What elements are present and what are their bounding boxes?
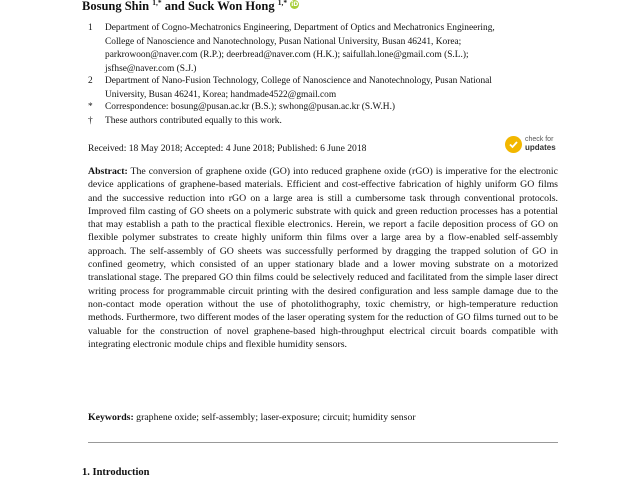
affiliation-mark: 2 [88, 76, 93, 86]
author-name: Suck Won Hong [187, 0, 275, 14]
keywords-label: Keywords: [88, 412, 134, 423]
affiliation-mark: † [88, 116, 93, 126]
abstract-text: The conversion of graphene oxide (GO) into reduced graphene oxide (rGO) is imperative for the electronic device applications of graphene-based materials. Efficient and cost-effective fabrication of highly uniform GO films and the successive reduction into rGO on a large area is still a cumbersome task through conventional protocols. Improved film casting of GO sheets on a polymeric substrate with quick and green reduction processes has a potential that may establish a path to the practical flexible electronics. Herein, we report a facile deposition process of GO on flexible polymer substrates to create highly uniform thin films over a large area by a flow-enabled self-assembly approach. The self-assembly of GO sheets was successfully performed by dragging the trapped solution of GO in confined geometry, which consisted of an upper stationary blade and a lower moving substrate on a motorized translational stage. The prepared GO thin films could be selectively reduced and facilitated from the simple laser direct writing process for programmable circuit printing with the desired configuration and less sample damage due to the non-contact mode operation without the use of photolithography, toxic chemistry, or high-temperature reduction methods. Furthermore, two different modes of the laser operating system for the reduction of GO films turned out to be valuable for the construction of novel graphene-based high-throughput electrical circuit boards compatible with integrating electronic module chips and flexible humidity sensors. [88, 166, 558, 350]
check-for-updates-badge[interactable] [505, 134, 565, 156]
author-superscript: 1,* [277, 0, 288, 7]
section-divider [88, 442, 558, 443]
author-line [82, 0, 299, 14]
affiliation-line: jsfhse@naver.com (S.J.) [105, 63, 197, 74]
affiliation-mark: * [88, 102, 93, 112]
orcid-icon[interactable]: iD [291, 1, 299, 9]
affiliation-line: Department of Nano-Fusion Technology, College of Nanoscience and Nanotechnology, Pusan National [105, 76, 492, 86]
author-superscript: 1,* [152, 0, 162, 7]
affiliation-line: University, Busan 46241, Korea; handmade4522@gmail.com [105, 89, 337, 100]
affiliation-mark: 1 [88, 23, 93, 33]
abstract [88, 165, 558, 351]
keywords [88, 412, 558, 423]
badge-line-1: check for [525, 136, 554, 143]
abstract-label: Abstract: [88, 166, 128, 177]
author-name: Bosung Shin [82, 0, 150, 14]
affiliation-line: College of Nanoscience and Nanotechnology, Pusan National University, Busan 46241, Korea; [105, 36, 462, 47]
keywords-text: graphene oxide; self-assembly; laser-exposure; circuit; humidity sensor [136, 412, 416, 423]
check-icon [505, 136, 522, 153]
affiliation-line: parkrowoon@naver.com (R.P.); deerbread@naver.com (H.K.); saifullah.lone@gmail.com (S.L.); [105, 50, 469, 60]
equal-contribution-line: These authors contributed equally to this work. [105, 116, 282, 126]
publication-dates: Received: 18 May 2018; Accepted: 4 June 2018; Published: 6 June 2018 [88, 143, 367, 154]
author-conjunction: and [164, 0, 185, 14]
badge-line-2: updates [525, 143, 556, 152]
correspondence-line: Correspondence: bosung@pusan.ac.kr (B.S.); swhong@pusan.ac.kr (S.W.H.) [105, 102, 396, 112]
affiliation-line: Department of Cogno-Mechatronics Engineering, Department of Optics and Mechatronics Engineering, [105, 23, 495, 33]
section-heading: 1. Introduction [82, 467, 150, 478]
